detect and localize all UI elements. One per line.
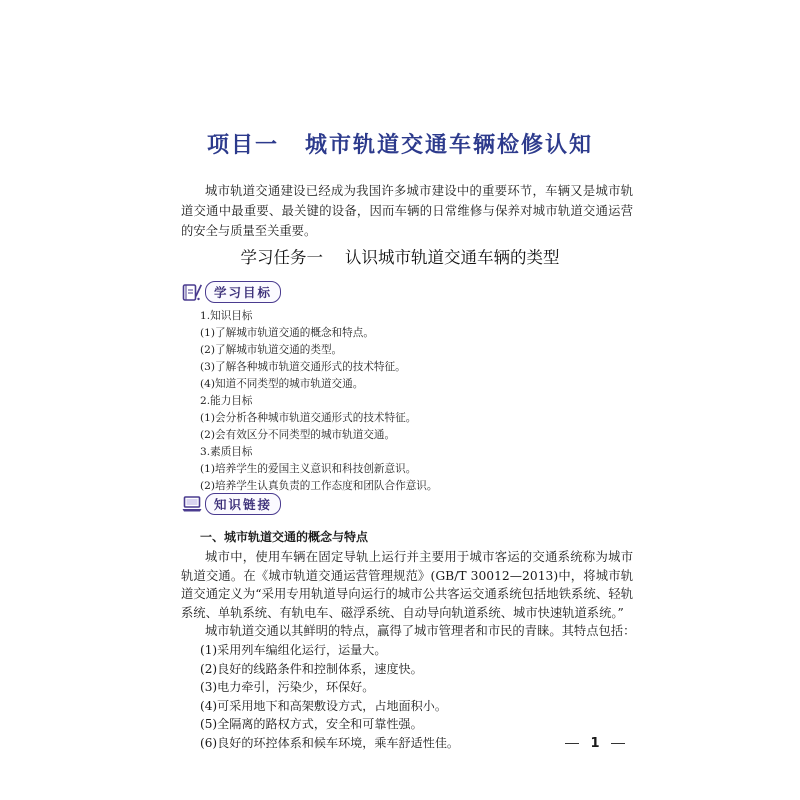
goal-item: 2.能力目标 xyxy=(200,395,253,407)
task-name: 认识城市轨道交通车辆的类型 xyxy=(345,248,560,267)
knowledge-link-label: 知识链接 xyxy=(205,493,281,515)
goal-item: (1)培养学生的爱国主义意识和科技创新意识。 xyxy=(200,463,417,475)
learning-goals-label: 学习目标 xyxy=(205,281,281,303)
feature-item: (2)良好的线路条件和控制体系，速度快。 xyxy=(200,661,423,676)
goal-item: (2)会有效区分不同类型的城市轨道交通。 xyxy=(200,429,396,441)
notebook-pen-icon xyxy=(181,281,203,303)
feature-item: (1)采用列车编组化运行，运量大。 xyxy=(200,643,387,657)
intro-paragraph: 城市轨道交通建设已经成为我国许多城市建设中的重要环节，车辆又是城市轨道交通中最重要、最关键的设备，因而车辆的日常维修与保养对城市轨道交通运营的安全与质量至关重要。 xyxy=(181,184,633,238)
task-number: 学习任务一 xyxy=(240,248,323,267)
goal-item: 1.知识目标 xyxy=(200,310,253,322)
project-number: 项目一 xyxy=(206,133,279,158)
feature-item: (6)良好的环控体系和候车环境，乘车舒适性佳。 xyxy=(200,735,460,750)
features-list xyxy=(200,641,459,753)
features-intro-paragraph: 城市轨道交通以其鲜明的特点，赢得了城市管理者和市民的青睐。其特点包括： xyxy=(205,624,636,638)
learning-goals-list xyxy=(200,308,437,495)
feature-item: (5)全隔离的路权方式，安全和可靠性强。 xyxy=(200,717,423,732)
project-title xyxy=(0,128,800,159)
feature-item: (3)电力牵引，污染少，环保好。 xyxy=(200,680,375,695)
goal-item: (3)了解各种城市轨道交通形式的技术特征。 xyxy=(200,361,406,373)
goal-item: 3.素质目标 xyxy=(200,446,253,458)
learning-goals-badge xyxy=(181,281,281,303)
knowledge-link-badge xyxy=(181,493,281,515)
laptop-icon xyxy=(181,493,203,515)
goal-item: (2)培养学生认真负责的工作态度和团队合作意识。 xyxy=(200,480,438,492)
page-number xyxy=(565,736,625,751)
goal-item: (1)了解城市轨道交通的概念和特点。 xyxy=(200,327,374,339)
task-title xyxy=(0,244,800,268)
definition-paragraph: 城市中，使用车辆在固定导轨上运行并主要用于城市客运的交通系统称为城市轨道交通。在《城市轨道交通运营管理规范》(GB/T 30012—2013)中，将城市轨道交通定义为“采用专用轨道导向运行的城市公共客运交通系统包括地铁系统、轻轨系统、单轨系统、有轨电车、磁浮系统、自动导向轨道系统、城市快速轨道系统。” xyxy=(181,550,633,620)
section-heading: 一、城市轨道交通的概念与特点 xyxy=(200,530,369,544)
goal-item: (2)了解城市轨道交通的类型。 xyxy=(200,344,343,356)
project-name: 城市轨道交通车辆检修认知 xyxy=(305,133,594,158)
page-number-right-rule xyxy=(611,743,625,744)
page-number-value: 1 xyxy=(590,736,600,751)
page-number-left-rule xyxy=(565,743,579,744)
feature-item: (4)可采用地下和高架敷设方式，占地面积小。 xyxy=(200,698,447,713)
goal-item: (1)会分析各种城市轨道交通形式的技术特征。 xyxy=(200,412,417,424)
goal-item: (4)知道不同类型的城市轨道交通。 xyxy=(200,378,364,390)
